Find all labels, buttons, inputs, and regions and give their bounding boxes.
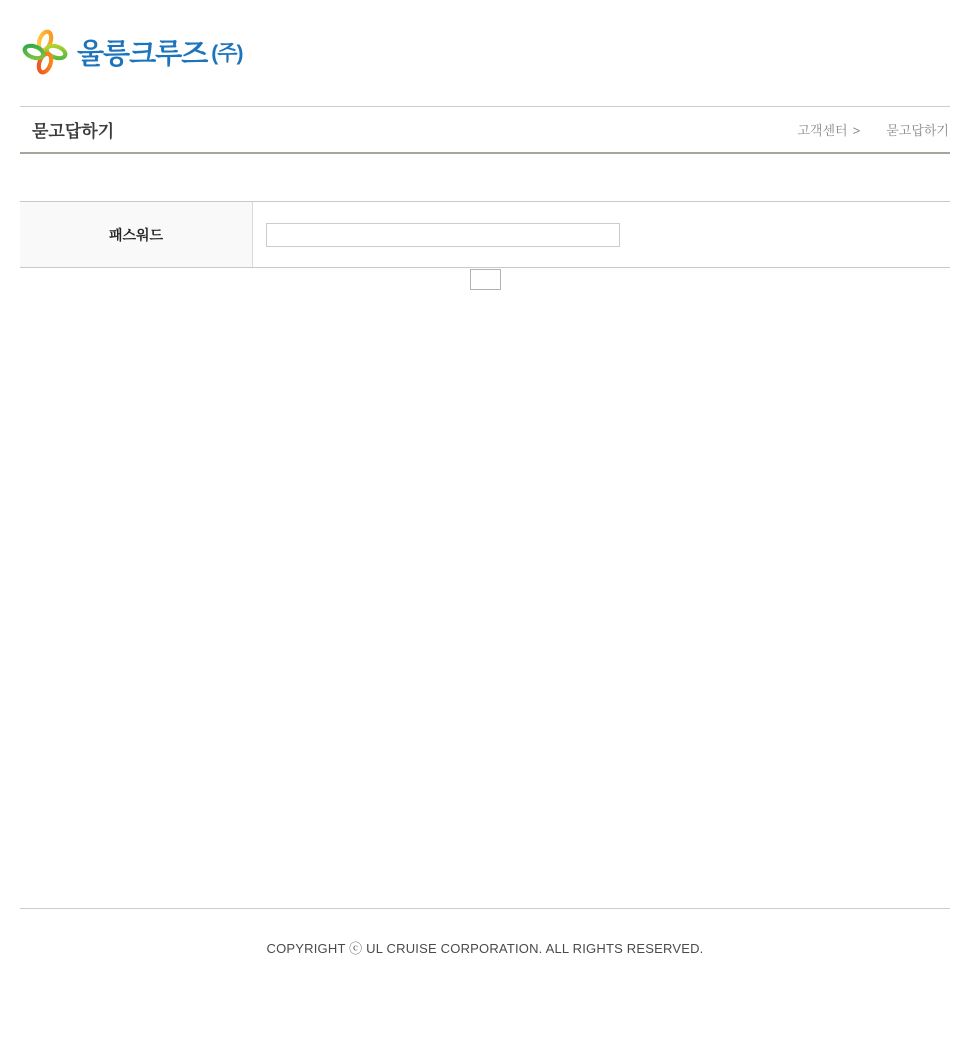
submit-button[interactable] bbox=[470, 269, 501, 290]
password-label-cell bbox=[20, 202, 253, 267]
pinwheel-flower-icon bbox=[22, 27, 68, 77]
site-footer bbox=[20, 908, 950, 957]
title-bar bbox=[20, 106, 950, 154]
password-form-table bbox=[20, 201, 950, 268]
page-title: 묻고답하기 bbox=[32, 122, 115, 141]
password-input-cell bbox=[253, 202, 950, 267]
logo-company-suffix: (주) bbox=[211, 42, 243, 65]
breadcrumb-current: 묻고답하기 bbox=[886, 123, 949, 138]
copyright-text: COPYRIGHT ⓒ UL CRUISE CORPORATION. ALL RIGHTS RESERVED. bbox=[266, 941, 704, 956]
logo-company-name: 울릉크루즈 bbox=[77, 38, 208, 69]
breadcrumb-separator: > bbox=[852, 123, 861, 138]
breadcrumb-parent-label: 고객센터 bbox=[797, 123, 848, 138]
breadcrumb-parent-link[interactable] bbox=[797, 120, 860, 139]
password-label: 패스워드 bbox=[108, 226, 164, 243]
password-input[interactable] bbox=[266, 223, 620, 247]
breadcrumb bbox=[797, 120, 949, 139]
logo[interactable] bbox=[22, 27, 243, 77]
